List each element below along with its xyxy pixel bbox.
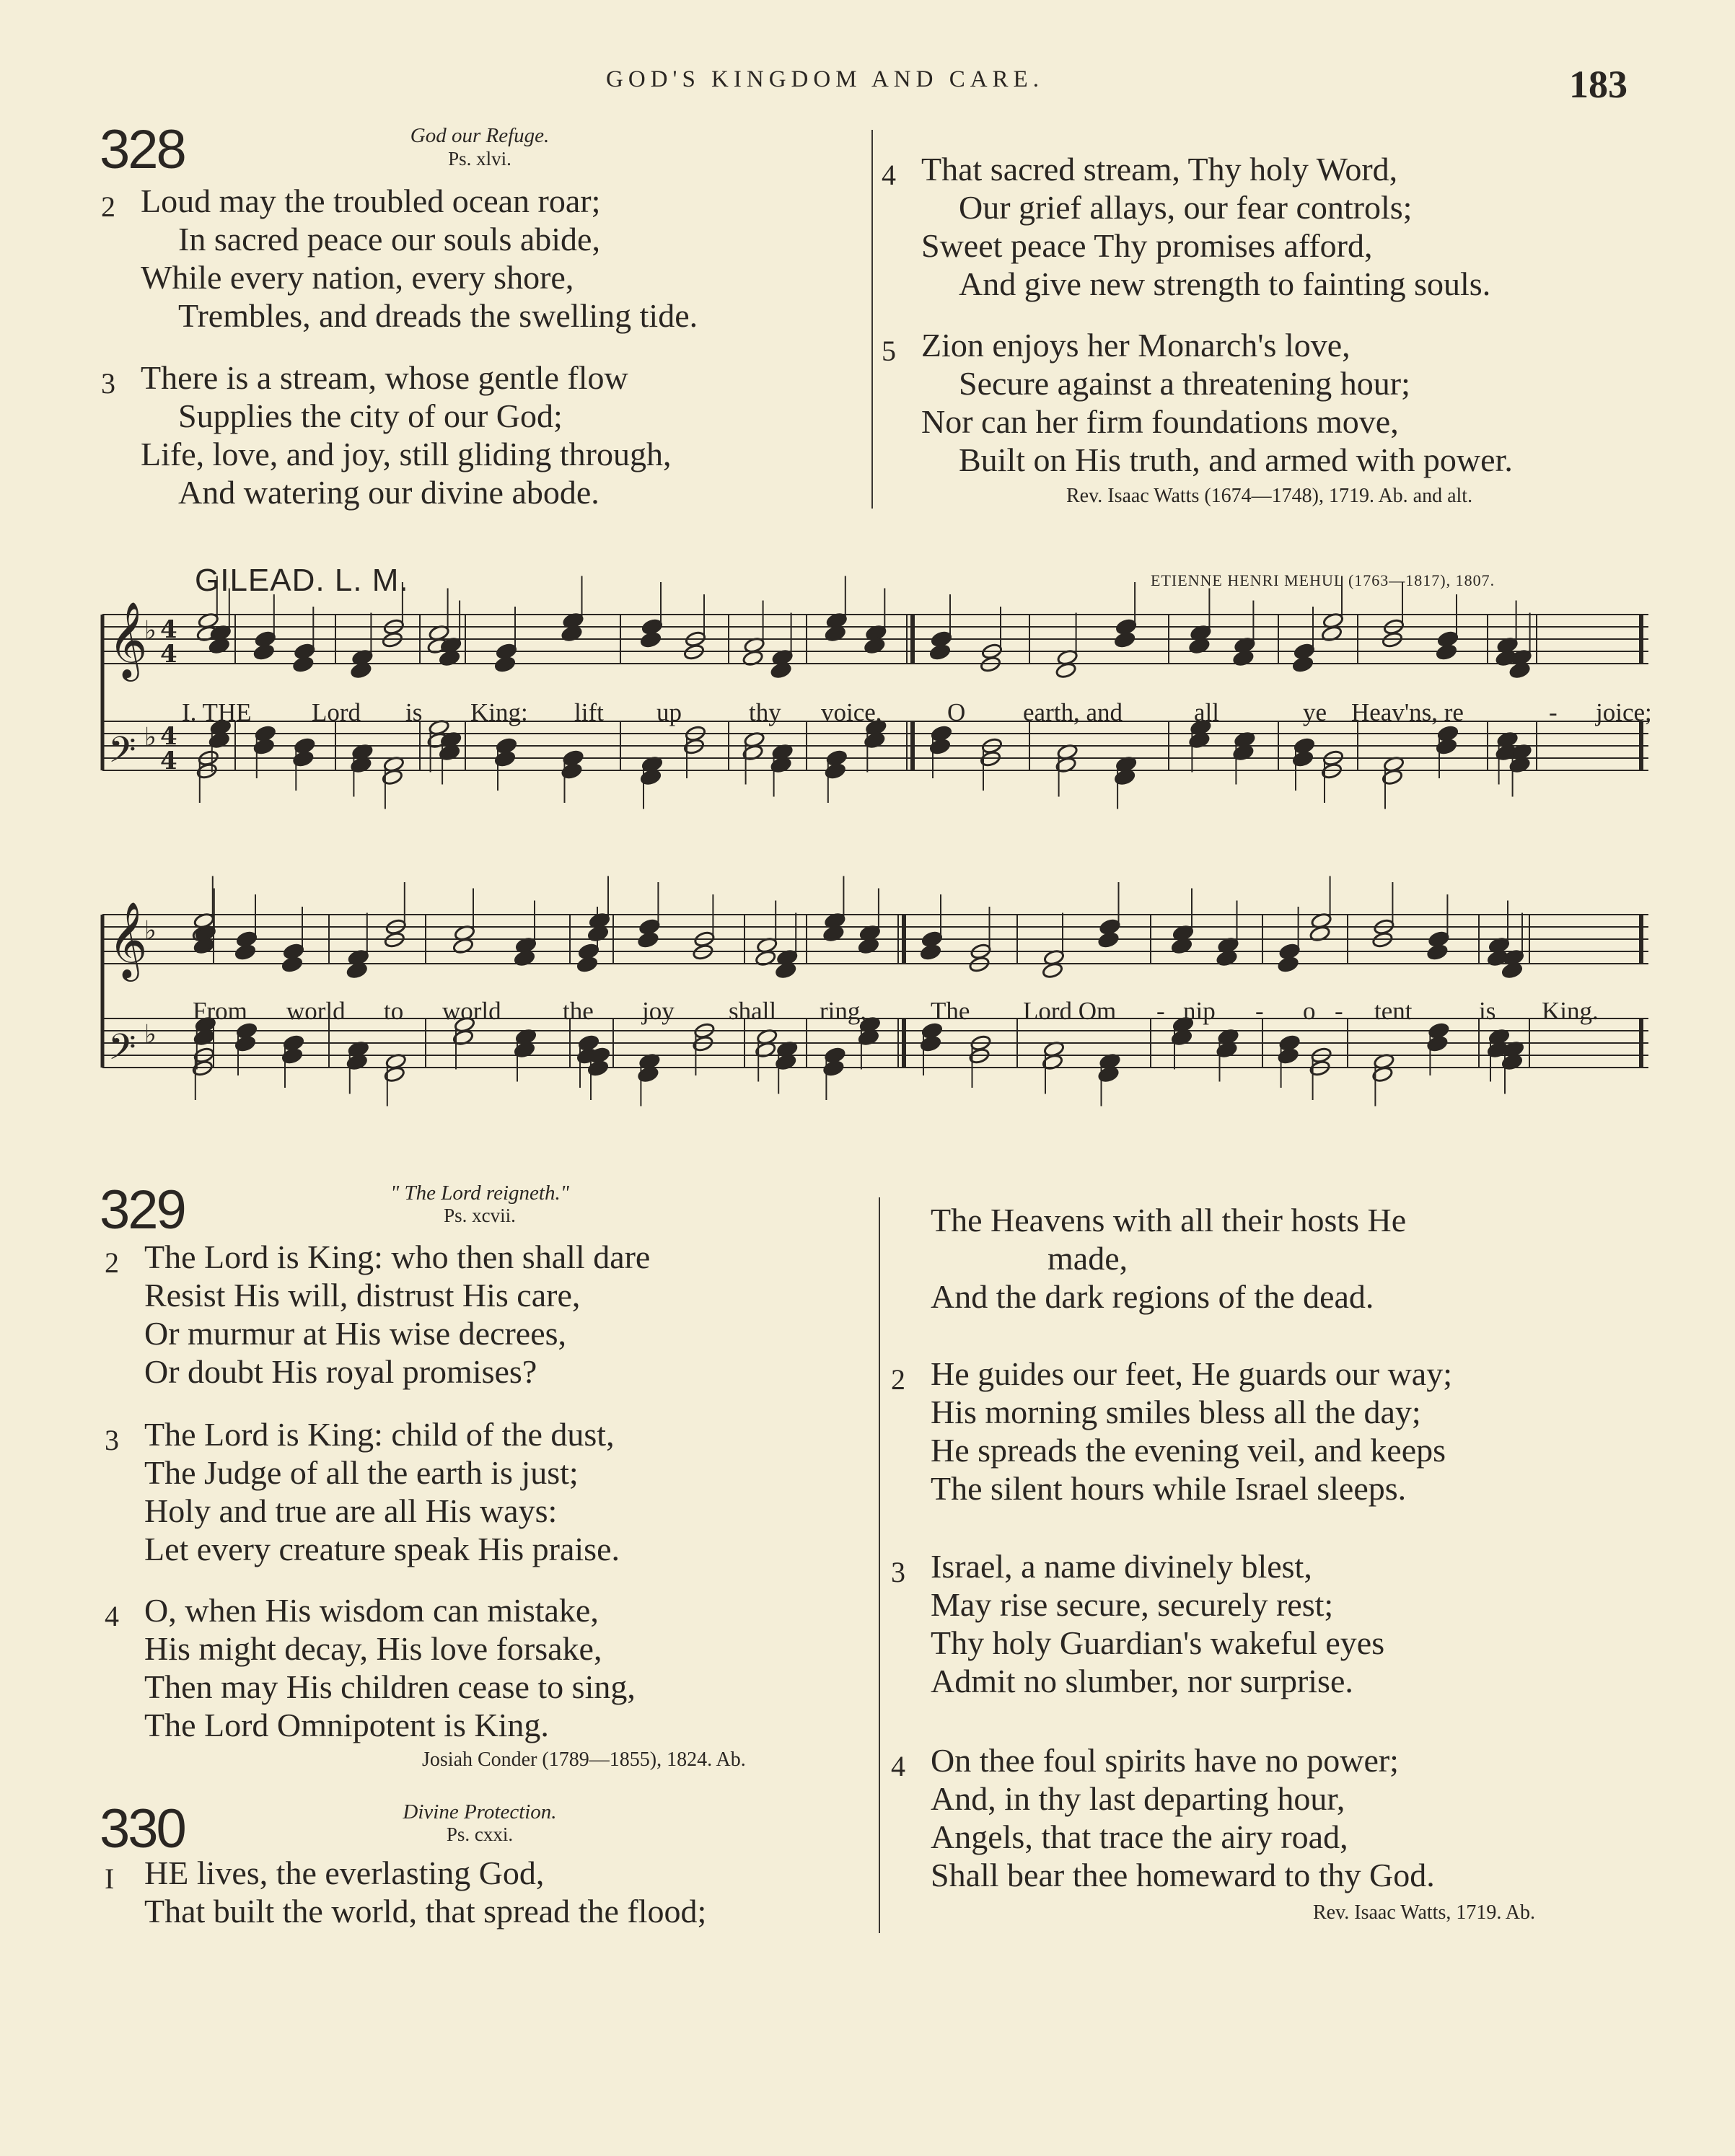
note-head <box>637 931 659 949</box>
verse-line: He spreads the evening veil, and keeps <box>931 1432 1446 1469</box>
verse-line: The Judge of all the earth is just; <box>144 1454 579 1491</box>
note-head <box>346 962 368 980</box>
lyric-syllable: all <box>1194 698 1219 726</box>
verse-line: The silent hours while Israel sleeps. <box>931 1470 1407 1507</box>
hymn-330-stanza-3 <box>891 1547 1385 1700</box>
lyric-syllable: world <box>442 997 501 1025</box>
hymn-title-330: Divine Protection. <box>403 1800 557 1823</box>
flat-icon: ♭ <box>144 723 157 752</box>
verse-line: Shall bear thee homeward to thy God. <box>931 1857 1435 1893</box>
stanza-number: 2 <box>105 1246 119 1279</box>
note-head <box>929 643 951 661</box>
hymn-330-stanza-1-continued <box>931 1201 1406 1316</box>
lyric-syllable: is <box>405 698 423 726</box>
verse-line: His might decay, His love forsake, <box>144 1630 602 1667</box>
lyric-syllable: From <box>193 997 247 1025</box>
running-title: GOD'S KINGDOM AND CARE. <box>606 66 1044 92</box>
lyric-syllable: The <box>931 997 970 1025</box>
stanza-number: 4 <box>891 1750 905 1782</box>
verse-line: In sacred peace our souls abide, <box>178 221 600 258</box>
verse-line: Admit no slumber, nor surprise. <box>931 1663 1353 1699</box>
hymn-330-stanza-2 <box>891 1355 1452 1508</box>
verse-line: The Lord Omnipotent is King. <box>144 1707 549 1743</box>
hymn-330-stanza-1 <box>105 1854 707 1930</box>
lyric-syllable: shall <box>729 997 777 1025</box>
verse-line: Supplies the city of our God; <box>178 397 563 434</box>
lyric-syllable: - <box>1156 997 1165 1025</box>
hymn-330-stanza-4 <box>891 1741 1435 1894</box>
stanza-number: 2 <box>101 190 115 223</box>
verse-line: That built the world, that spread the flood; <box>144 1893 707 1930</box>
note-head <box>253 643 275 661</box>
verse-line: His morning smiles bless all the day; <box>931 1394 1421 1430</box>
lyric-syllable: Heav'ns, re <box>1351 698 1464 726</box>
verse-line: While every nation, every shore, <box>141 259 574 296</box>
time-signature-denominator: 4 <box>160 747 177 775</box>
verse-line: Sweet peace Thy promises afford, <box>921 227 1373 264</box>
lyric-syllable: - <box>1335 997 1343 1025</box>
verse-line: Our grief allays, our fear controls; <box>959 189 1413 226</box>
verse-line: HE lives, the everlasting God, <box>144 1854 545 1891</box>
verse-line: Loud may the troubled ocean roar; <box>141 182 601 219</box>
note-head <box>770 662 792 679</box>
verse-line: And, in thy last departing hour, <box>931 1780 1345 1817</box>
note-head <box>1114 631 1136 648</box>
hymn-number-330: 330 <box>100 1798 185 1860</box>
note-head <box>1098 931 1120 949</box>
verse-line: That sacred stream, Thy holy Word, <box>921 151 1398 188</box>
column-divider <box>879 1197 880 1933</box>
time-signature-denominator: 4 <box>160 640 177 669</box>
note-head <box>920 943 941 961</box>
tune-name: GILEAD. L. M. <box>195 563 409 598</box>
note-head <box>1055 662 1077 679</box>
lyric-syllable: tent <box>1374 997 1413 1025</box>
verse-line: Or doubt His royal promises? <box>144 1353 537 1390</box>
verse-line: Holy and true are all His ways: <box>144 1492 558 1529</box>
page-number: 183 <box>1569 63 1628 106</box>
verse-line: He guides our feet, He guards our way; <box>931 1355 1452 1392</box>
note-head <box>1042 962 1063 980</box>
hymn-329-stanza-2 <box>105 1238 651 1391</box>
lyric-syllable: joy <box>642 997 675 1025</box>
lyric-syllable: the <box>563 997 594 1025</box>
stanza-number: 4 <box>105 1600 119 1632</box>
hymn-329-stanza-3 <box>105 1415 620 1568</box>
stanza-number: 3 <box>105 1424 119 1456</box>
verse-line: Thy holy Guardian's wakeful eyes <box>931 1624 1385 1661</box>
note-head <box>1501 962 1523 980</box>
verse-line: Let every creature speak His praise. <box>144 1531 620 1567</box>
lyric-syllable: O <box>947 698 966 726</box>
note-head <box>775 962 796 980</box>
lyric-syllable: King: <box>470 698 528 726</box>
verse-line: And watering our divine abode. <box>178 474 599 511</box>
note-head <box>1426 943 1448 961</box>
attribution-329: Josiah Conder (1789—1855), 1824. Ab. <box>422 1748 746 1771</box>
lyric-syllable: o <box>1303 997 1316 1025</box>
verse-line: May rise secure, securely rest; <box>931 1586 1334 1623</box>
note-head <box>234 943 256 961</box>
stanza-number: 3 <box>101 367 115 400</box>
lyrics-system-1 <box>0 698 1735 734</box>
lyric-syllable: is <box>1479 997 1496 1025</box>
lyric-syllable: - <box>1549 698 1558 726</box>
verse-line: Or murmur at His wise decrees, <box>144 1315 567 1352</box>
hymn-title-329: " The Lord reigneth." <box>390 1182 569 1205</box>
note-head <box>281 956 303 973</box>
note-head <box>1278 956 1299 973</box>
stanza-number: 3 <box>891 1556 905 1588</box>
verse-line: made, <box>1047 1240 1128 1277</box>
note-head <box>640 631 662 648</box>
verse-line: The Lord is King: child of the dust, <box>144 1416 615 1453</box>
tune-composer: ETIENNE HENRI MEHUL (1763—1817), 1807. <box>1151 571 1495 589</box>
hymn-title-328: God our Refuge. <box>410 124 550 147</box>
verse-line: The Lord is King: who then shall dare <box>144 1238 651 1275</box>
lyric-syllable: lift <box>574 698 604 726</box>
note-head <box>576 956 598 973</box>
lyric-syllable: nip <box>1183 997 1216 1025</box>
stanza-number: 2 <box>891 1363 905 1396</box>
verse-line: And the dark regions of the dead. <box>931 1278 1374 1315</box>
note-head <box>1436 643 1457 661</box>
note-head <box>1509 662 1531 679</box>
lyric-syllable: ring, <box>820 997 867 1025</box>
note-head <box>350 662 372 679</box>
hymn-number-329: 329 <box>100 1179 185 1241</box>
lyric-syllable: to <box>384 997 404 1025</box>
verse-line: The Heavens with all their hosts He <box>931 1202 1407 1238</box>
lyrics-system-2 <box>0 997 1735 1033</box>
verse-line: Secure against a threatening hour; <box>959 365 1410 402</box>
flat-icon: ♭ <box>144 1020 157 1050</box>
verse-line: Israel, a name divinely blest, <box>931 1548 1312 1585</box>
verse-line: Built on His truth, and armed with power. <box>959 441 1513 478</box>
psalm-ref-328: Ps. xlvi. <box>448 148 511 170</box>
lyric-syllable: I. THE <box>182 698 252 726</box>
psalm-ref-330: Ps. cxxi. <box>446 1823 514 1845</box>
verse-line: On thee foul spirits have no power; <box>931 1742 1399 1779</box>
bass-clef-icon: 𝄢 <box>108 729 136 780</box>
lyric-syllable: Lord Om <box>1023 997 1117 1025</box>
lyric-syllable: voice, <box>821 698 882 726</box>
verse-line: Trembles, and dreads the swelling tide. <box>178 297 698 334</box>
lyric-syllable: ye <box>1303 698 1327 726</box>
hymn-number-328: 328 <box>100 119 185 180</box>
verse-line: There is a stream, whose gentle flow <box>141 359 628 396</box>
verse-line: Life, love, and joy, still gliding through, <box>141 436 672 472</box>
verse-line: And give new strength to fainting souls. <box>959 265 1491 302</box>
bass-clef-icon: 𝄢 <box>108 1026 136 1077</box>
psalm-ref-329: Ps. xcvii. <box>444 1205 516 1226</box>
verse-line: Zion enjoys her Monarch's love, <box>921 327 1350 364</box>
lyric-syllable: earth, and <box>1023 698 1123 726</box>
treble-clef-icon: 𝄞 <box>108 901 148 978</box>
time-signature-numerator: 4 <box>160 615 177 644</box>
stanza-number: I <box>105 1862 115 1895</box>
flat-icon: ♭ <box>144 916 157 946</box>
stanza-number: 5 <box>882 335 896 367</box>
verse-line: Angels, that trace the airy road, <box>931 1818 1348 1855</box>
verse-line: Nor can her firm foundations move, <box>921 403 1399 440</box>
note-head <box>1292 656 1314 673</box>
lyric-syllable: thy <box>749 698 781 726</box>
verse-line: Resist His will, distrust His care, <box>144 1277 581 1314</box>
note-head <box>292 656 314 673</box>
attribution-330: Rev. Isaac Watts, 1719. Ab. <box>1313 1901 1536 1924</box>
lyric-syllable: world <box>286 997 346 1025</box>
verse-line: Then may His children cease to sing, <box>144 1668 636 1705</box>
lyric-syllable: King. <box>1542 997 1599 1025</box>
time-signature-numerator: 4 <box>160 722 177 751</box>
note-head <box>494 656 516 673</box>
flat-icon: ♭ <box>144 616 157 646</box>
attribution-328: Rev. Isaac Watts (1674—1748), 1719. Ab. and alt. <box>1066 485 1473 507</box>
lyric-syllable: up <box>656 698 682 726</box>
lyric-syllable: Lord <box>312 698 361 726</box>
lyric-syllable: joice; <box>1596 698 1652 726</box>
verse-line: O, when His wisdom can mistake, <box>144 1592 599 1629</box>
stanza-number: 4 <box>882 159 896 191</box>
hymn-329-stanza-4 <box>105 1591 636 1744</box>
treble-clef-icon: 𝄞 <box>108 601 148 678</box>
lyric-syllable: - <box>1255 997 1264 1025</box>
